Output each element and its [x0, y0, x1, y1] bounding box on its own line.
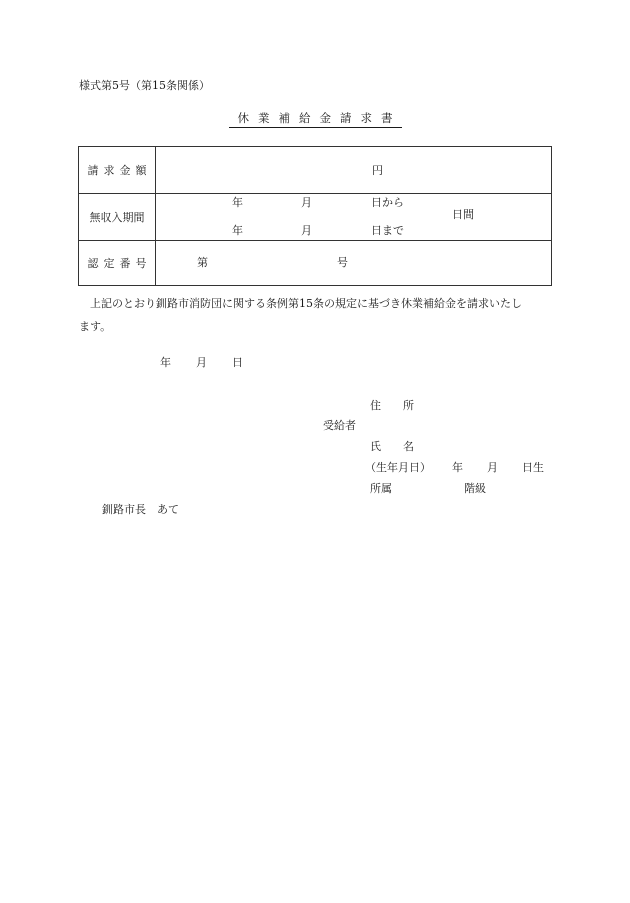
statement [79, 292, 557, 338]
address-label: 住 所 [370, 399, 414, 412]
form-number: 様式第5号（第15条関係） [79, 79, 210, 92]
date-day: 日 [232, 356, 243, 369]
statement-line-2: ます。 [79, 320, 112, 333]
title-text: 休業補給金請求書 [229, 111, 402, 128]
name-label: 氏 名 [370, 440, 414, 453]
birth-year: 年 [452, 461, 463, 474]
amount-label-cell [79, 147, 156, 193]
document-title [0, 113, 630, 125]
period-days: 日間 [452, 208, 474, 221]
period-to-year: 年 [232, 224, 243, 237]
cert-suffix: 号 [337, 256, 348, 269]
affiliation-label: 所属 [370, 482, 392, 495]
cert-row [79, 240, 551, 285]
addressee: 釧路市長 あて [102, 503, 179, 516]
period-from-year: 年 [232, 196, 243, 209]
cert-prefix: 第 [197, 256, 208, 269]
birth-month: 月 [487, 461, 498, 474]
period-label: 無収入期間 [89, 210, 145, 224]
period-row [79, 193, 551, 241]
cert-label-cell [79, 240, 156, 285]
period-label-cell [79, 193, 156, 240]
rank-label: 階級 [464, 482, 486, 495]
period-from-day: 日から [371, 196, 404, 209]
amount-label: 請求金額 [87, 164, 152, 177]
period-to-month: 月 [301, 224, 312, 237]
amount-unit: 円 [372, 164, 383, 177]
cert-label: 認定番号 [87, 256, 152, 270]
amount-row [79, 147, 551, 194]
date-month: 月 [196, 356, 207, 369]
statement-line-1: 上記のとおり釧路市消防団に関する条例第15条の規定に基づき休業補給金を請求いたし [90, 297, 522, 310]
date-year: 年 [160, 356, 171, 369]
claim-table [78, 146, 552, 286]
recipient-label: 受給者 [323, 419, 356, 432]
period-from-month: 月 [301, 196, 312, 209]
birth-day: 日生 [522, 461, 544, 474]
period-to-day: 日まで [371, 224, 404, 237]
birth-label: （生年月日） [365, 461, 431, 474]
